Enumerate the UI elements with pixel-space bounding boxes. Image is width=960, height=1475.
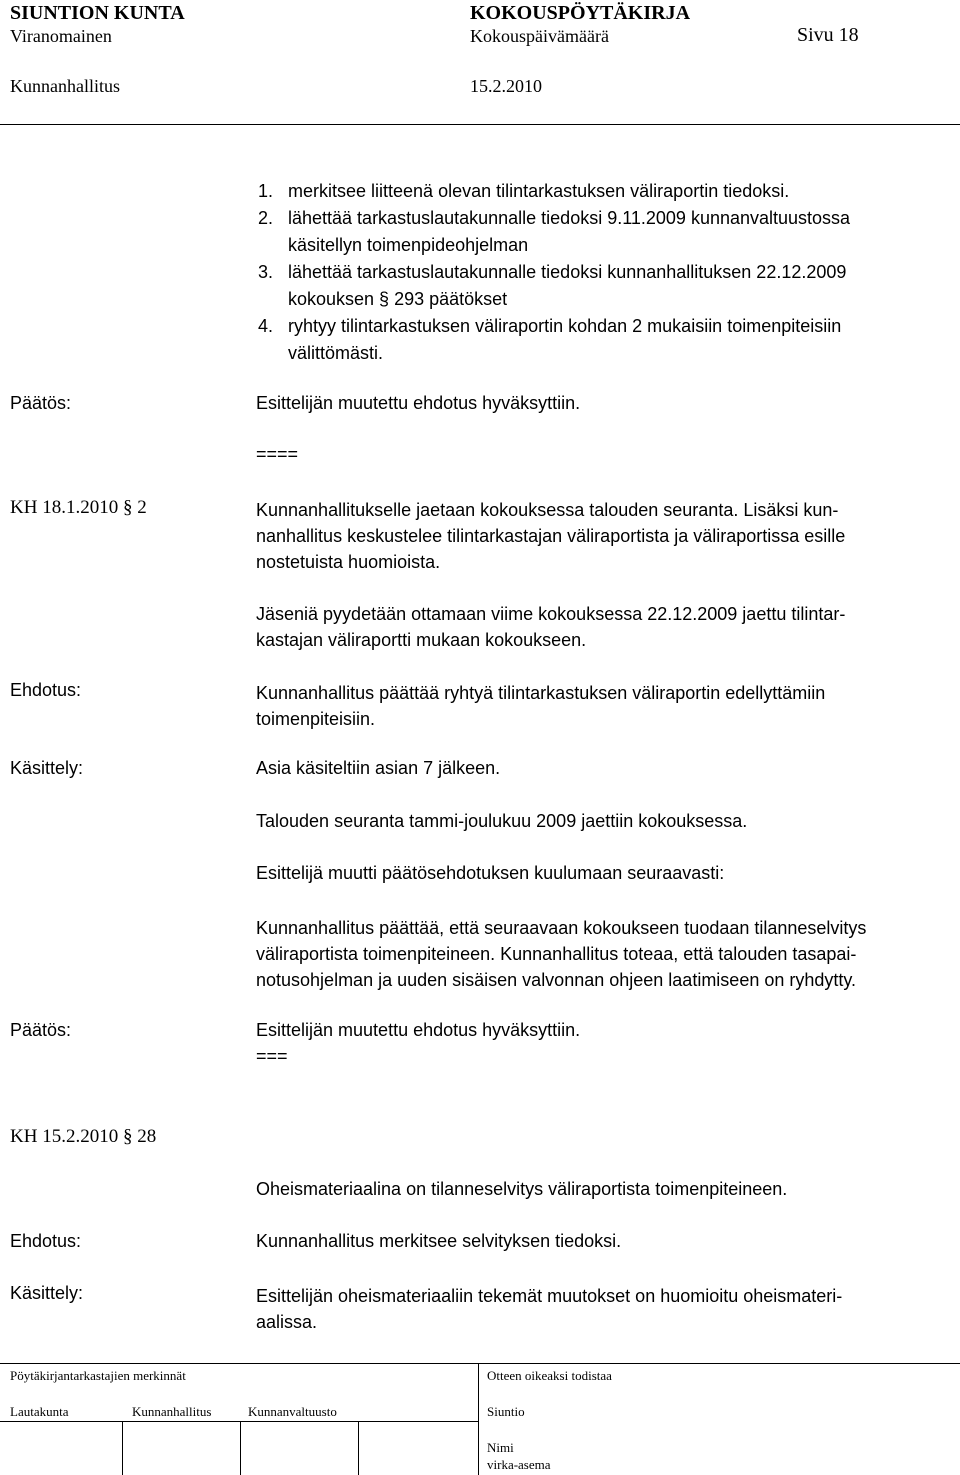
kh1-paragraph-2 [256, 601, 845, 653]
footer-row-divider [0, 1421, 478, 1422]
list-number: 3. [258, 262, 274, 282]
kh-reference: KH 18.1.2010 § 2 [10, 497, 147, 518]
handling-text-3: Esittelijä muutti päätösehdotuksen kuulumaan seuraavasti: [256, 863, 725, 883]
decision-label: Päätös: [10, 393, 72, 413]
handling-text-1: Asia käsiteltiin asian 7 jälkeen. [256, 758, 501, 778]
list-line: käsitellyn toimenpideohjelman [288, 235, 529, 255]
footer-cell-divider [122, 1421, 123, 1475]
proposal-text: Kunnanhallitus merkitsee selvityksen tiedoksi. [256, 1231, 622, 1251]
list-number: 4. [258, 316, 274, 336]
footer-board-label: Lautakunta [10, 1404, 69, 1419]
footer-column-divider [478, 1363, 479, 1475]
handling-text [256, 1283, 842, 1335]
page-number: Sivu 18 [797, 24, 859, 46]
footer-cell-divider [240, 1421, 241, 1475]
meeting-date: 15.2.2010 [470, 76, 542, 96]
text-line: Kunnanhallitus päättää, että seuraavaan kokoukseen tuodaan tilanneselvitys [256, 918, 867, 938]
decision-text: Esittelijän muutettu ehdotus hyväksyttiin. [256, 393, 581, 413]
text-line: Jäseniä pyydetään ottamaan viime kokouksessa 22.12.2009 jaettu tilintar- [256, 604, 846, 624]
text-line: Kunnanhallitukselle jaetaan kokouksessa talouden seuranta. Lisäksi kun- [256, 500, 839, 520]
text-line: kastajan väliraportti mukaan kokoukseen. [256, 630, 587, 650]
authority: Kunnanhallitus [10, 76, 120, 96]
footer-marks-label: Pöytäkirjantarkastajien merkinnät [10, 1368, 186, 1383]
handling-label: Käsittely: [10, 758, 84, 778]
text-line: Kunnanhallitus päättää ryhtyä tilintarkastuksen väliraportin edellyttämiin [256, 683, 826, 703]
handling-label: Käsittely: [10, 1283, 84, 1303]
header-divider [0, 124, 960, 125]
kh1-paragraph-1 [256, 497, 845, 575]
kh-reference: KH 15.2.2010 § 28 [10, 1126, 157, 1147]
footer-name-label: Nimi [487, 1440, 514, 1455]
text-line: notusohjelman ja uuden sisäisen valvonnan ohjeen laatimiseen on ryhdytty. [256, 970, 857, 990]
footer-divider [0, 1363, 960, 1364]
text-line: toimenpiteisiin. [256, 709, 376, 729]
proposal-label: Ehdotus: [10, 1231, 82, 1251]
text-line: Esittelijän oheismateriaaliin tekemät muutokset on huomioitu oheismateri- [256, 1286, 843, 1306]
proposal-label: Ehdotus: [10, 680, 82, 700]
text-line: nanhallitus keskustelee tilintarkastajan väliraportista ja väliraportissa esille [256, 526, 846, 546]
org-name: SIUNTION KUNTA [10, 2, 185, 24]
text-line: väliraportista toimenpiteineen. Kunnanhallitus toteaa, että talouden tasapai- [256, 944, 857, 964]
footer-certified-label: Otteen oikeaksi todistaa [487, 1368, 612, 1383]
list-number: 1. [258, 181, 274, 201]
text-line: aalissa. [256, 1312, 318, 1332]
attachment-text: Oheismateriaalina on tilanneselvitys väliraportista toimenpiteineen. [256, 1179, 788, 1199]
date-label: Kokouspäivämäärä [470, 26, 609, 46]
authority-label: Viranomainen [10, 26, 112, 46]
list-line: lähettää tarkastuslautakunnalle tiedoksi kunnanhallituksen 22.12.2009 [288, 262, 847, 282]
decision-text: Esittelijän muutettu ehdotus hyväksyttiin. [256, 1020, 581, 1040]
list-line: välittömästi. [288, 343, 384, 363]
footer-council-label: Kunnanhallitus [132, 1404, 212, 1419]
footer-title-label: virka-asema [487, 1457, 551, 1472]
footer-assembly-label: Kunnanvaltuusto [248, 1404, 337, 1419]
handling-text-4 [256, 915, 866, 993]
proposal-text [256, 680, 825, 732]
footer-cell-divider [358, 1421, 359, 1475]
list-line: kokouksen § 293 päätökset [288, 289, 508, 309]
text-line: nostetuista huomioista. [256, 552, 441, 572]
list-line: ryhtyy tilintarkastuksen väliraportin kohdan 2 mukaisiin toimenpiteisiin [288, 316, 842, 336]
separator: ==== [256, 444, 299, 464]
handling-text-2: Talouden seuranta tammi-joulukuu 2009 jaettiin kokouksessa. [256, 811, 748, 831]
decision-label: Päätös: [10, 1020, 72, 1040]
list-line: lähettää tarkastuslautakunnalle tiedoksi 9.11.2009 kunnanvaltuustossa [288, 208, 851, 228]
list-line: merkitsee liitteenä olevan tilintarkastuksen väliraportin tiedoksi. [288, 181, 790, 201]
separator: === [256, 1046, 288, 1066]
doc-type: KOKOUSPÖYTÄKIRJA [470, 2, 691, 24]
footer-place: Siuntio [487, 1404, 525, 1419]
list-number: 2. [258, 208, 274, 228]
